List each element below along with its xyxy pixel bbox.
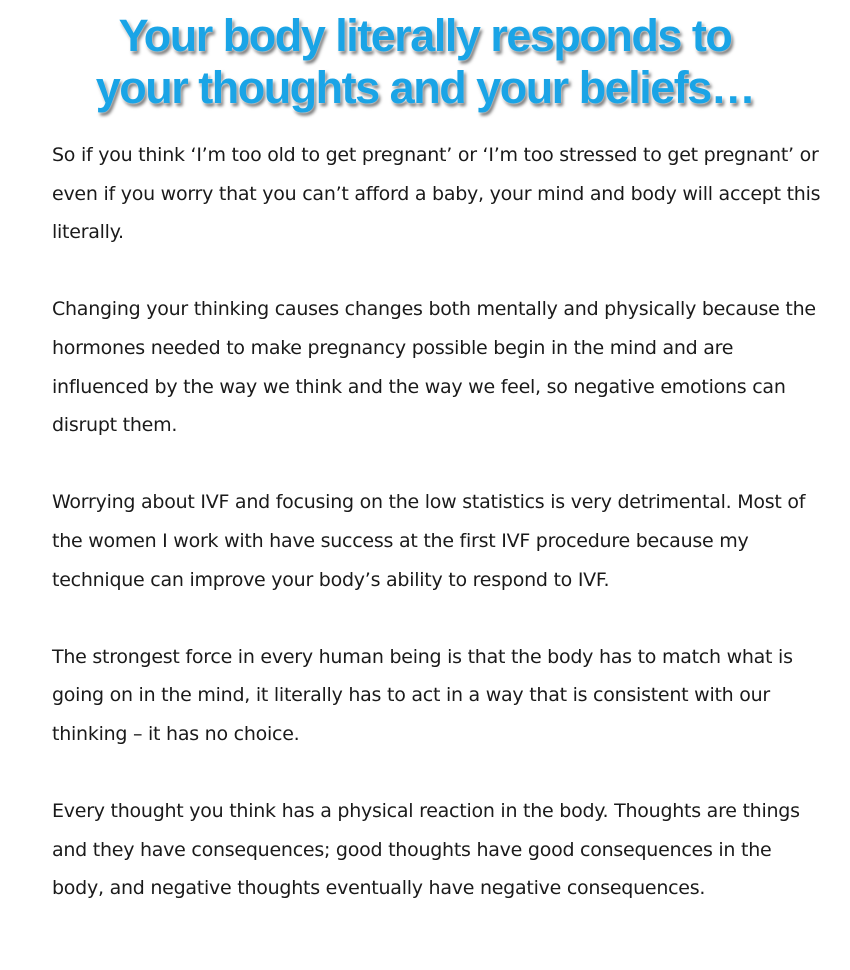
paragraph-3: Worrying about IVF and focusing on the low statistics is very detrimental. Most of the women I work with have success at the first IVF procedure because my technique can improve your body’s ability to respond to IVF. [52, 491, 806, 591]
headline-line-2: your thoughts and your beliefs… [95, 62, 755, 113]
paragraph-2: Changing your thinking causes changes both mentally and physically because the hormones needed to make pregnancy possible begin in the mind and are influenced by the way we think and the way we feel, so negative emotions can disrupt them. [52, 298, 816, 437]
article-body [52, 136, 827, 908]
paragraph-4: The strongest force in every human being is that the body has to match what is going on in the mind, it literally has to act in a way that is consistent with our thinking – it has no choice. [52, 645, 793, 745]
page-headline [0, 10, 850, 114]
paragraph-1: So if you think ‘I’m too old to get pregnant’ or ‘I’m too stressed to get pregnant’ or even if you worry that you can’t afford a baby, your mind and body will accept this literally. [52, 144, 821, 244]
paragraph-5: Every thought you think has a physical reaction in the body. Thoughts are things and they have consequences; good thoughts have good consequences in the body, and negative thoughts eventually have negative consequences. [52, 800, 800, 900]
headline-line-1: Your body literally responds to [118, 10, 732, 61]
